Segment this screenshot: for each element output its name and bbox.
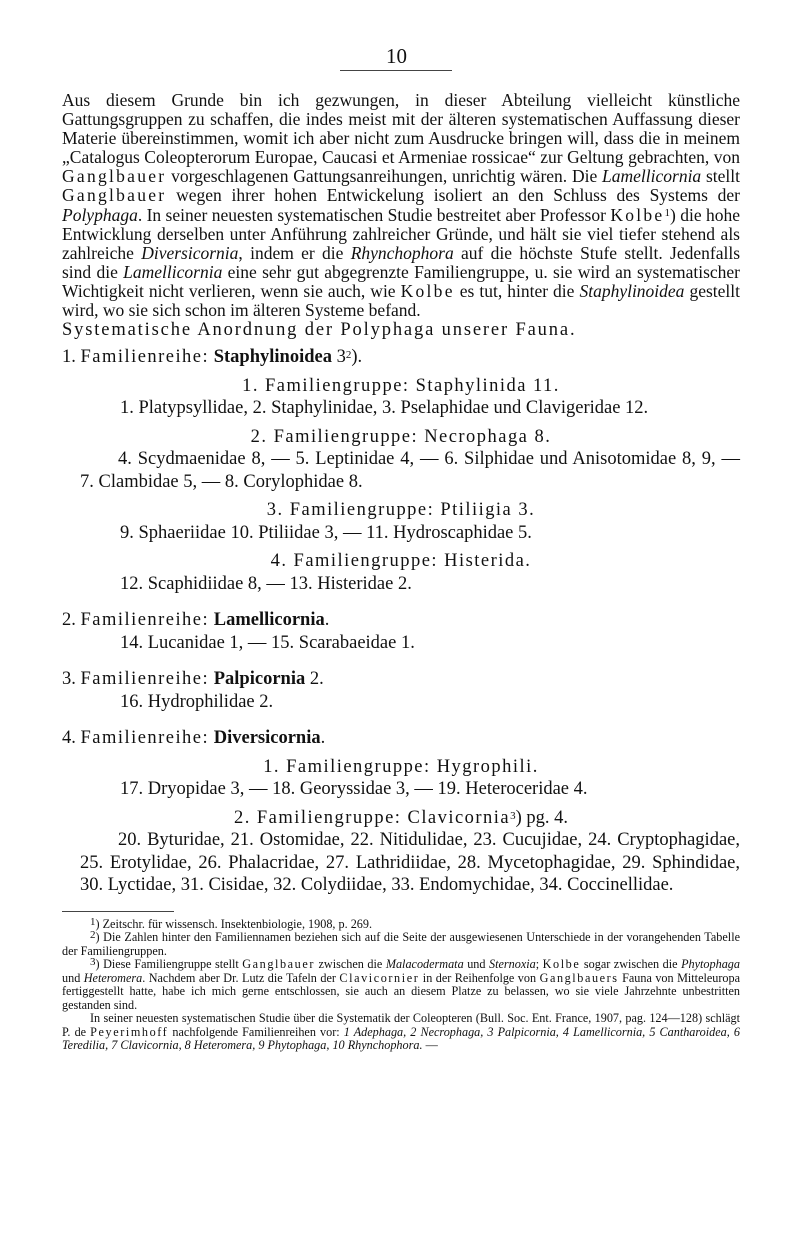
taxon-name: Lamellicornia xyxy=(602,166,702,187)
footnote-marker: 2 xyxy=(345,349,352,362)
series-2-heading: 2. Familienreihe: Lamellicornia. xyxy=(62,610,330,631)
author-name: Ganglbauer xyxy=(62,166,167,187)
series-name: Palpicornia xyxy=(213,669,306,690)
series-name: Diversicornia xyxy=(213,728,321,749)
intro-text: Aus diesem Grunde bin ich gezwungen, in dieser Abteilung vielleicht künstliche Gattungsgruppen zu schaffen, die indes meist mit der älteren systematischen Auffassung dieser Materie übereinstimmen, womit ich aber nicht zum Ausdrucke bringen will, dass die in meinem „Catalogus Coleopterorum Europae, Caucasi et Armeniae rossicae“ zur Geltung gebrachten, von xyxy=(62,90,740,168)
intro-text: vorgeschlagenen Gattungsanreihungen, unrichtig wären. Die xyxy=(166,166,603,187)
intro-text: , indem er die xyxy=(238,242,351,263)
family-list: 17. Dryopidae 3, — 18. Georyssidae 3, — 19. Heteroceridae 4. xyxy=(120,779,588,800)
page-body xyxy=(62,91,740,1053)
taxon-name: Diversicornia xyxy=(141,242,239,263)
footnote-4: In seiner neuesten systematischen Studie über die Systematik der Coleopteren (Bull. Soc. Ent. France, 1907, pag. 124—128) schlägt P. de Peyerimhoff nachfolgende Familienreihen vor: 1 Adephaga, 2 Necrophaga, 3 Palpicornia, 4 Lamellicornia, 5 Cantharoidea, 6 Teredilia, 7 Clavicornia, 8 Heteromera, 9 Phytophaga, 10 Rhynchophora. — xyxy=(62,1011,740,1053)
group-title: 2. Familiengruppe: Clavicornia$^3$) pg. 4. xyxy=(233,807,569,828)
system-heading: Systematische Anordnung der Polyphaga unserer Fauna. xyxy=(62,320,577,341)
family-list: 20. Byturidae, 21. Ostomidae, 22. Nitidulidae, 23. Cucujidae, 24. Cryptophagidae, 25. Erotylidae, 26. Phalacridae, 27. Lathridiidae, 28. Mycetophagidae, 29. Sphindidae, 30. Lyctidae, 31. Cisidae, 32. Colydiidae, 33. Endomychidae, 34. Coccinellidae. xyxy=(80,830,740,896)
taxon-name: Lamellicornia xyxy=(123,261,223,282)
family-list: 14. Lucanidae 1, — 15. Scarabaeidae 1. xyxy=(120,632,415,653)
series-3-heading: 3. Familienreihe: Palpicornia 2. xyxy=(62,669,324,690)
author-name: Ganglbauer xyxy=(62,185,167,206)
group-title: 4. Familiengruppe: Histerida. xyxy=(270,551,532,572)
intro-text: . In seiner neuesten systematischen Studie bestreitet aber Professor xyxy=(137,204,611,225)
taxon-name: Polyphaga xyxy=(62,204,138,225)
footnote-1: 1) Zeitschr. für wissensch. Insektenbiologie, 1908, p. 269. xyxy=(90,915,373,931)
group-title: 1. Familiengruppe: Hygrophili. xyxy=(263,756,539,777)
group-title: 1. Familiengruppe: Staphylinida 11. xyxy=(242,375,560,396)
group-title: 2. Familiengruppe: Necrophaga 8. xyxy=(250,426,552,447)
author-name: Kolbe xyxy=(610,204,665,225)
series-4-heading: 4. Familienreihe: Diversicornia. xyxy=(62,728,326,749)
series-1-heading: 1. Familienreihe: Staphylinoidea $3^2$). xyxy=(62,347,363,368)
author-name: Kolbe xyxy=(400,280,455,301)
family-list: 9. Sphaeriidae 10. Ptiliidae 3, — 11. Hydroscaphidae 5. xyxy=(120,522,532,543)
footnote-2: 2) Die Zahlen hinter den Familiennamen beziehen sich auf die Seite der ausgewiesenen Unterschiede in der vorangehenden Tabelle der Familiengruppen. xyxy=(62,929,740,958)
series-name: Staphylinoidea xyxy=(213,347,332,368)
intro-text: auf die höchste Stufe stellt. Jedenfalls sind die xyxy=(62,242,741,282)
intro-text: gestellt wird, wo sie sich schon im älteren Systeme befand. xyxy=(62,280,740,321)
intro-text: ) die hohe Entwicklung derselben unter Anführung zahlreicher Gründe, und hält sie viel tiefer stehend als zahlreiche xyxy=(62,204,740,263)
footnote-rule xyxy=(62,911,174,912)
family-list: 4. Scydmaenidae 8, — 5. Leptinidae 4, — 6. Silphidae und Anisotomidae 8, 9, — 7. Clambidae 5, — 8. Corylophidae 8. xyxy=(80,449,740,492)
family-list: 1. Platypsyllidae, 2. Staphylinidae, 3. Pselaphidae und Clavigeridae 12. xyxy=(120,398,649,419)
intro-text: stellt xyxy=(701,166,740,187)
intro-text: es tut, hinter die xyxy=(454,280,580,301)
header-rule xyxy=(340,70,452,71)
group-title: 3. Familiengruppe: Ptiliigia 3. xyxy=(266,500,536,521)
footnote-marker: 3 xyxy=(510,809,516,822)
footnote-3: 3) Diese Familiengruppe stellt Ganglbauer zwischen die Malacodermata und Sternoxia; Kolbe sogar zwischen die Phytophaga und Heteromera. Nachdem aber Dr. Lutz die Tafeln der Clavicornier in der Reihenfolge von Ganglbauers Fauna von Mitteleuropa fertiggestellt hatte, habe ich mich gerne entschlossen, sie auch an diesem Platze zu belassen, wo sie viele Jahrzehnte unbestritten gestanden sind. xyxy=(62,956,741,1012)
footnote-marker: 1 xyxy=(664,206,670,219)
taxon-name: Staphylinoidea xyxy=(579,280,685,301)
series-name: Lamellicornia xyxy=(213,610,325,631)
taxon-name: Rhynchophora xyxy=(350,242,454,263)
family-list: 16. Hydrophilidae 2. xyxy=(120,691,274,712)
intro-paragraph xyxy=(62,91,740,320)
intro-text: wegen ihrer hohen Entwickelung isoliert an den Schluss des Systems der xyxy=(166,185,740,206)
page-number: 10 xyxy=(386,44,407,68)
intro-text: eine sehr gut abgegrenzte Familiengruppe, u. sie wird an systematischer Wichtigkeit nicht verlieren, wenn sie auch, wie xyxy=(62,261,740,301)
family-list: 12. Scaphidiidae 8, — 13. Histeridae 2. xyxy=(120,573,412,594)
